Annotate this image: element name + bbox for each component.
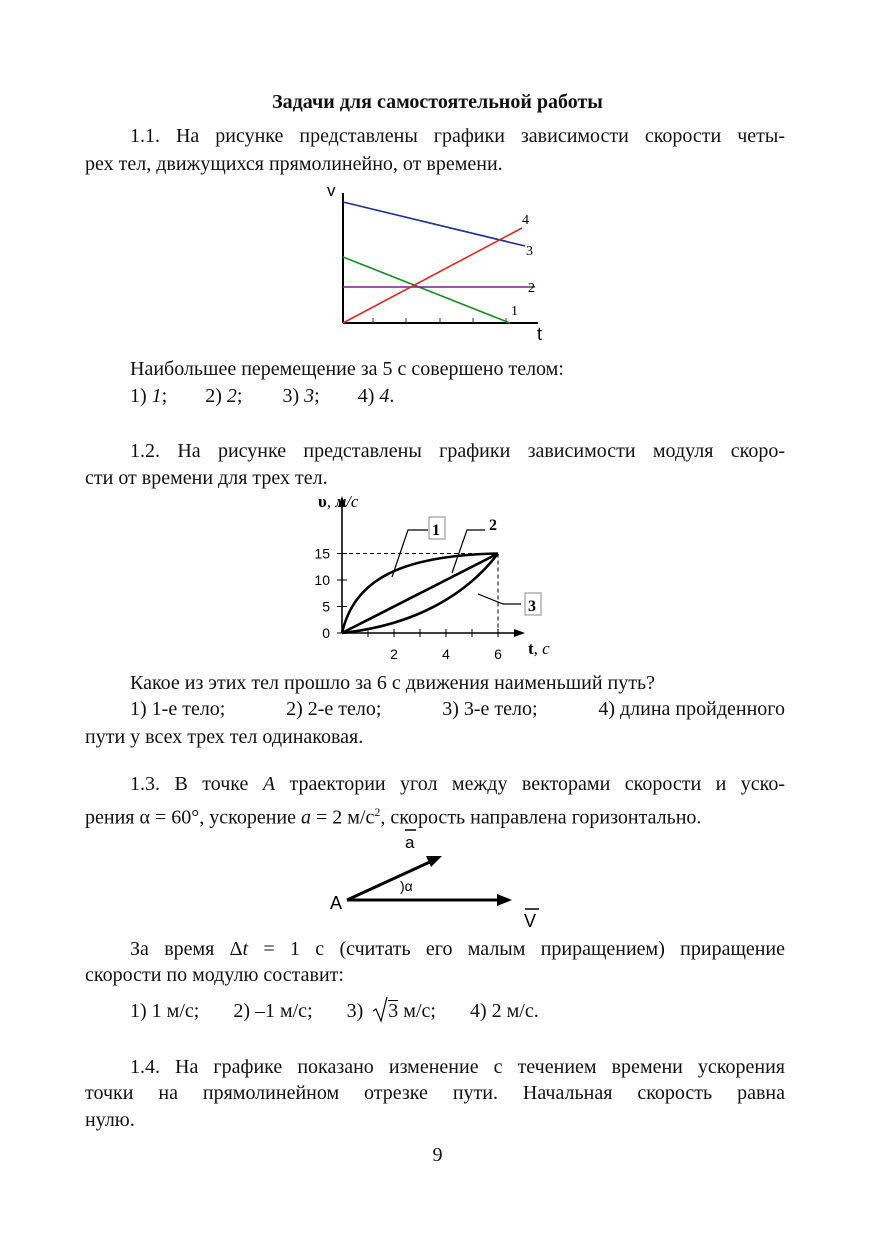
chart-1-2-ytick-label: 10: [314, 572, 330, 588]
answer-1-3-4: 4) 2 м/с.: [469, 1000, 539, 1022]
problem-1-2-line-1: 1.2. На рисунке представлены графики зависимости модуля скоро-: [130, 440, 785, 462]
chart-1-2-xtick-label: 6: [494, 646, 502, 662]
problem-1-1-line-1: 1.1. На рисунке представлены графики зависимости скорости четы-: [130, 125, 785, 147]
answer-1-1-4: 4) 4.: [357, 385, 395, 407]
velocity-arrowhead: [497, 894, 512, 906]
point-a-label: A: [330, 893, 343, 913]
chart-1-2-ylabel: υ, м/с: [318, 492, 359, 511]
page-number: 9: [432, 1144, 443, 1166]
acc-vector-label: a: [405, 833, 415, 852]
problem-1-4-line-2: точки на прямолинейном отрезке пути. Начальная скорость равна: [85, 1082, 785, 1104]
answer-1-2-3: 3) 3-е тело;: [442, 698, 538, 720]
graph-1-1-label-3: 3: [526, 244, 533, 259]
problem-1-4-line-1: 1.4. На графике показано изменение с течением времени ускорения: [130, 1056, 785, 1078]
problem-1-3-line-3: За время Δt = 1 с (считать его малым приращением) приращение: [130, 938, 786, 960]
chart-1-2-ytick-label: 15: [314, 545, 330, 562]
chart-1-2-curve-label-1: 1: [432, 522, 440, 539]
chart-1-2-ytick-label: 5: [322, 598, 330, 615]
problem-1-1-question: Наибольшее перемещение за 5 с совершено телом:: [130, 358, 564, 380]
sqrt-sign: [372, 999, 398, 1023]
chart-1-2-xlabel: t, с: [528, 639, 550, 658]
problem-1-2-question: Какое из этих тел прошло за 6 с движения наименьший путь?: [130, 672, 655, 694]
sqrt-radicand: 3: [388, 1000, 399, 1022]
problem-1-3-line-4: скорости по модулю составит:: [85, 964, 344, 986]
chart-1-2-ytick-label: 0: [322, 625, 330, 641]
chart-1-2-xtick-label: 2: [390, 646, 398, 662]
answer-1-3-2: 2) –1 м/с;: [233, 1000, 313, 1022]
answer-1-3-3: 3): [346, 1000, 364, 1022]
problem-1-2-answer-cont: пути у всех трех тел одинаковая.: [85, 726, 364, 748]
chart-1-2-curve-label-2: 2: [489, 517, 497, 534]
answer-1-2-4: 4) длина пройденного: [598, 698, 785, 720]
answer-1-2-2: 2) 2-е тело;: [286, 698, 382, 720]
problem-1-4-line-3: нулю.: [85, 1109, 135, 1131]
problem-1-3-line-2: рения α = 60°, ускорение a = 2 $м/с^2$, скорость направлена горизонтально.: [85, 805, 702, 829]
answer-1-1-2: 2) 2;: [205, 385, 243, 407]
problem-1-2-line-2: сти от времени для трех тел.: [85, 467, 328, 489]
problem-1-3-line-1: 1.3. В точке A траектории угол между векторами скорости и уско-: [130, 773, 786, 795]
graph-1-1-y-label: v: [327, 181, 336, 200]
graph-1-1-label-1: 1: [511, 304, 518, 319]
answer-1-2-1: 1) 1-е тело;: [130, 698, 226, 720]
graph-1-1-label-2: 2: [528, 281, 535, 296]
vel-vector-label: V: [524, 911, 537, 931]
chart-1-2-xtick-label: 4: [442, 646, 450, 662]
acceleration-vector: [347, 861, 432, 900]
problem-1-1-line-2: рех тел, движущихся прямолинейно, от времени.: [85, 153, 503, 175]
answer-1-1-3: 3) 3;: [282, 385, 320, 407]
section-title: Задачи для самостоятельной работы: [272, 91, 603, 113]
chart-1-2-curve-label-3: 3: [528, 598, 536, 615]
answer-1-1-1: 1) 1;: [130, 385, 168, 407]
graph-1-1-x-label: t: [537, 324, 543, 344]
graph-1-1-label-4: 4: [522, 213, 529, 228]
angle-label: )α: [400, 878, 413, 894]
sqrt-units: м/с;: [403, 1000, 436, 1022]
answer-1-3-1: 1) 1 м/с;: [130, 1000, 200, 1022]
problem-1-3-answers: [130, 999, 539, 1023]
